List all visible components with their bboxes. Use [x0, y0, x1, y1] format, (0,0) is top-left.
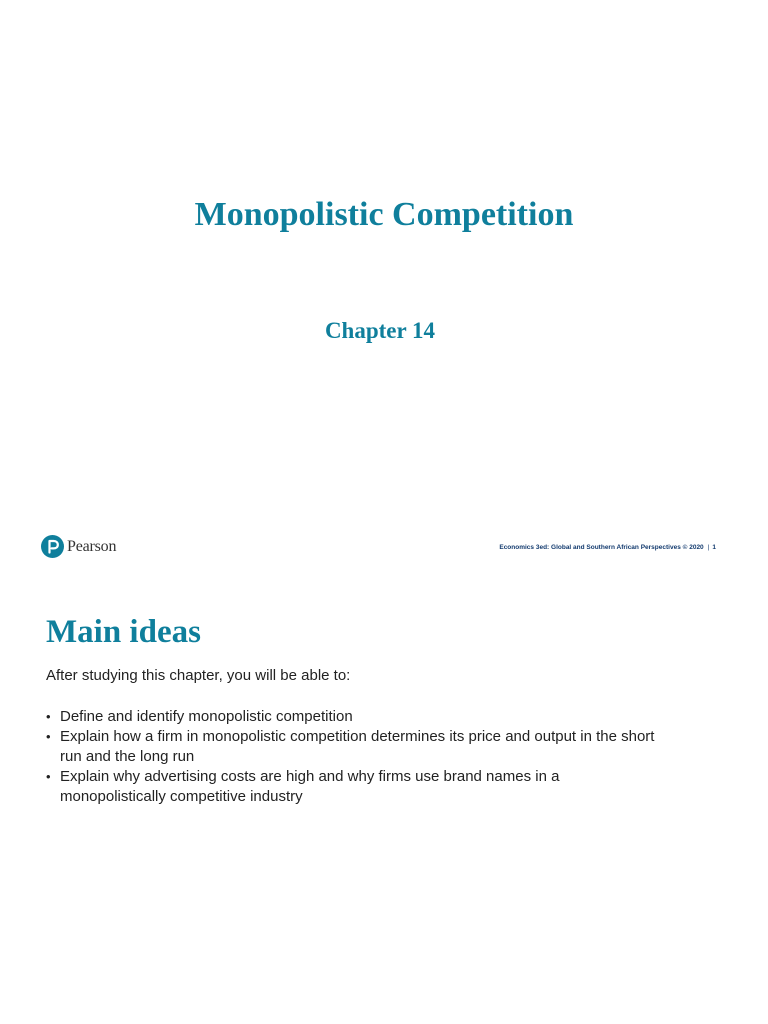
- chapter-subtitle: Chapter 14: [324, 318, 436, 343]
- footer-separator: |: [707, 544, 710, 551]
- list-item-text: Define and identify monopolistic competition: [60, 708, 353, 725]
- bullet-icon: •: [46, 709, 51, 724]
- list-item: [46, 727, 666, 767]
- slide-title: Monopolistic Competition: [194, 196, 574, 233]
- intro-text: After studying this chapter, you will be able to:: [46, 667, 351, 684]
- list-item: [46, 707, 666, 727]
- bullet-icon: •: [46, 769, 51, 784]
- page-number: 1: [712, 544, 716, 551]
- list-item-text: Explain how a firm in monopolistic competition determines its price and output in the short run and the long run: [60, 728, 655, 765]
- pearson-logo-text: Pearson: [67, 537, 117, 555]
- slide-footer: [499, 544, 716, 551]
- pearson-logo-icon: [41, 535, 64, 558]
- main-ideas-slide: [0, 580, 768, 1024]
- slide-heading: Main ideas: [46, 614, 201, 650]
- objectives-list: [46, 707, 666, 807]
- footer-copyright: Economics 3ed: Global and Southern African Perspectives © 2020: [499, 544, 704, 551]
- bullet-icon: •: [46, 729, 51, 744]
- list-item-text: Explain why advertising costs are high and why firms use brand names in a monopolistically competitive industry: [60, 768, 560, 805]
- list-item: [46, 767, 666, 807]
- pearson-logo: [41, 535, 116, 558]
